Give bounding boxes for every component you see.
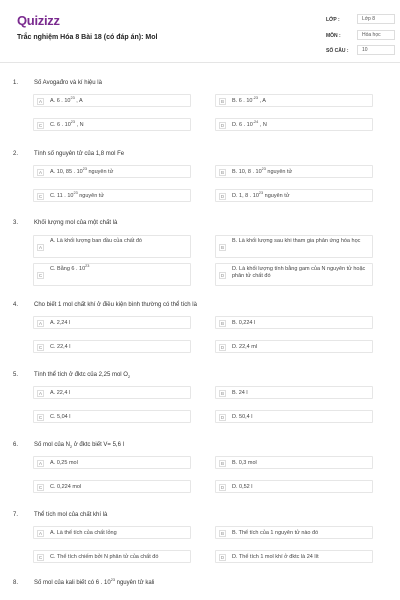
option-letter-badge: D	[220, 272, 225, 278]
answer-option-b[interactable]	[215, 165, 373, 178]
answer-option-a[interactable]	[33, 235, 191, 258]
option-letter-badge: D	[220, 122, 225, 128]
question-text: Cho biết 1 mol chất khí ở điều kiện bình thường có thể tích là	[34, 302, 197, 308]
question-text: Số Avogađro và kí hiệu là	[34, 80, 102, 86]
meta-subject-label: MÔN :	[326, 33, 341, 39]
answer-option-a[interactable]	[33, 165, 191, 178]
question-text: Số mol của $N_2$ ở đktc biết V= 5,6 l	[34, 442, 124, 450]
option-letter-badge: C	[38, 193, 43, 199]
option-text: C. 22,4 l	[50, 344, 71, 350]
option-letter-badge: C	[38, 272, 43, 278]
meta-class-label: LỚP :	[326, 17, 340, 23]
option-text: C. Bằng 6 . $10^{23}$	[50, 264, 90, 272]
answer-option-d[interactable]	[215, 340, 373, 353]
answer-option-d[interactable]	[215, 263, 373, 286]
question-number: 7.	[13, 512, 19, 518]
answer-option-b[interactable]	[215, 316, 373, 329]
option-text: A. 2,24 l	[50, 320, 71, 326]
option-text: A. 22,4 l	[50, 390, 71, 396]
option-text: B. Thể tích của 1 nguyên tử nào đó	[232, 530, 319, 536]
answer-option-b[interactable]	[215, 456, 373, 469]
option-text: B. 0,3 mol	[232, 460, 257, 466]
option-text: B. 24 l	[232, 390, 248, 396]
option-text: B. 6 . $10^{-23}$ , A	[232, 96, 266, 104]
option-text: C. 11 . $10^{23}$ nguyên tử	[50, 191, 104, 199]
answer-option-d[interactable]	[215, 410, 373, 423]
page-title: Trắc nghiệm Hóa 8 Bài 18 (có đáp án): Mol	[17, 34, 158, 41]
option-text: B. 10, 8 . $10^{23}$ nguyên tử	[232, 167, 293, 175]
option-letter-badge: B	[220, 390, 224, 396]
option-letter-badge: D	[220, 414, 225, 420]
option-letter-badge: C	[38, 414, 43, 420]
header-divider	[0, 62, 400, 63]
answer-option-a[interactable]	[33, 94, 191, 107]
option-letter-badge: A	[38, 460, 42, 466]
question-text: Khối lượng mol của một chất là	[34, 220, 118, 226]
option-text: D. Là khối lượng tính bằng gam của N nguyên tử hoặc phân tử chất đó	[232, 266, 366, 279]
option-text: A. 0,25 mol	[50, 460, 78, 466]
option-letter-badge: C	[38, 122, 43, 128]
answer-option-c[interactable]	[33, 340, 191, 353]
option-letter-badge: A	[38, 98, 42, 104]
meta-class-value: Lớp 8	[357, 14, 395, 24]
answer-option-d[interactable]	[215, 118, 373, 131]
question-number: 5.	[13, 372, 19, 378]
option-text: A. Là khối lượng ban đầu của chất đó	[50, 238, 142, 244]
option-letter-badge: B	[220, 169, 224, 175]
question-text: Tính thể tích ở đktc của 2,25 mol $O_2$	[34, 372, 131, 380]
option-letter-badge: A	[38, 169, 42, 175]
option-letter-badge: B	[220, 98, 224, 104]
question-text: Tính số nguyên tử của 1,8 mol Fe	[34, 151, 125, 157]
answer-option-c[interactable]	[33, 263, 191, 286]
question-number: 6.	[13, 442, 19, 448]
question-number: 2.	[13, 151, 19, 157]
option-letter-badge: C	[38, 344, 43, 350]
option-letter-badge: B	[220, 530, 224, 536]
question-number: 8.	[13, 580, 19, 586]
option-letter-badge: A	[38, 320, 42, 326]
option-letter-badge: D	[220, 554, 225, 560]
option-text: C. 6 . $10^{23}$ , N	[50, 120, 84, 128]
option-text: C. 5,04 l	[50, 414, 71, 420]
answer-option-d[interactable]	[215, 189, 373, 202]
meta-count-label: SỐ CÂU :	[326, 48, 349, 54]
option-text: B. Là khối lượng sau khi tham gia phản ứng hóa học	[232, 238, 361, 244]
question-number: 1.	[13, 80, 19, 86]
option-letter-badge: C	[38, 554, 43, 560]
option-text: A. 6 . $10^{23}$ , A	[50, 96, 83, 104]
question-text: Thể tích mol của chất khí là	[34, 512, 108, 518]
answer-option-a[interactable]	[33, 456, 191, 469]
answer-option-b[interactable]	[215, 386, 373, 399]
answer-option-b[interactable]	[215, 94, 373, 107]
option-letter-badge: C	[38, 484, 43, 490]
meta-subject-value: Hóa học	[357, 30, 395, 40]
option-text: A. Là thể tích của chất lỏng	[50, 530, 117, 536]
answer-option-c[interactable]	[33, 480, 191, 493]
answer-option-b[interactable]	[215, 235, 373, 258]
meta-count-value: 10	[357, 45, 395, 55]
answer-option-a[interactable]	[33, 386, 191, 399]
answer-option-a[interactable]	[33, 526, 191, 539]
option-text: D. 6 . $10^{-24}$ , N	[232, 120, 267, 128]
answer-option-c[interactable]	[33, 410, 191, 423]
option-text: C. 0,224 mol	[50, 484, 82, 490]
answer-option-d[interactable]	[215, 480, 373, 493]
answer-option-b[interactable]	[215, 526, 373, 539]
option-letter-badge: D	[220, 193, 225, 199]
answer-option-c[interactable]	[33, 118, 191, 131]
option-letter-badge: A	[38, 390, 42, 396]
option-letter-badge: A	[38, 530, 42, 536]
quizizz-logo: Quizizz	[17, 13, 60, 28]
option-text: D. 22,4 ml	[232, 344, 258, 350]
option-text: D. Thể tích 1 mol khí ở đktc là 24 lít	[232, 554, 319, 560]
option-letter-badge: A	[38, 244, 42, 250]
answer-option-c[interactable]	[33, 189, 191, 202]
answer-option-d[interactable]	[215, 550, 373, 563]
question-text: Số mol của kali biết có 6 . $10^{23}$ nguyên tử kali	[34, 578, 155, 586]
option-text: B. 0,224 l	[232, 320, 256, 326]
question-number: 3.	[13, 220, 19, 226]
option-letter-badge: D	[220, 344, 225, 350]
answer-option-c[interactable]	[33, 550, 191, 563]
option-letter-badge: B	[220, 244, 224, 250]
option-text: A. 10, 85 . $10^{23}$ nguyên tử	[50, 167, 114, 175]
answer-option-a[interactable]	[33, 316, 191, 329]
option-text: D. 50,4 l	[232, 414, 253, 420]
option-letter-badge: B	[220, 460, 224, 466]
option-text: D. 1, 8 . $10^{23}$ nguyên tử	[232, 191, 290, 199]
option-text: C. Thể tích chiếm bởi N phân tử của chất đó	[50, 554, 159, 560]
option-text: D. 0,52 l	[232, 484, 253, 490]
question-number: 4.	[13, 302, 19, 308]
option-letter-badge: D	[220, 484, 225, 490]
option-letter-badge: B	[220, 320, 224, 326]
